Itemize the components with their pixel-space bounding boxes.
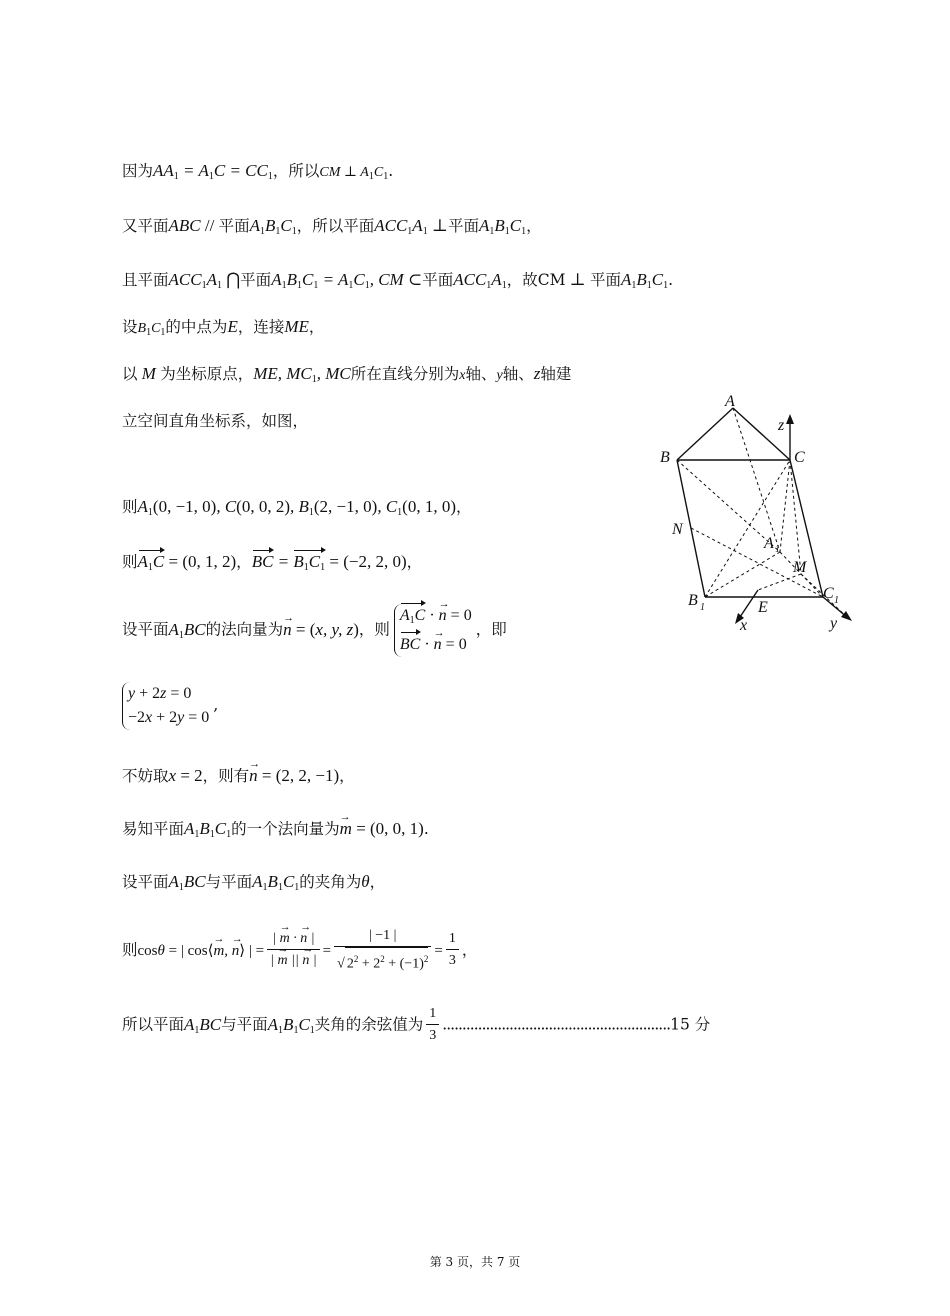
line-7 <box>122 496 472 524</box>
fraction: $\frac{| \to m \cdot \to n |}{| \to m || \to n |}$ <box>267 929 320 972</box>
text: ， <box>308 318 325 336</box>
label-C1-subscript: 1 <box>834 595 839 606</box>
axis-arrows <box>735 414 852 624</box>
text: ，即 <box>475 620 507 639</box>
math: $ACC_1A_1$ ⋂ <box>168 270 241 291</box>
text: 与平面 <box>221 1015 268 1034</box>
fraction: $\frac{1}{3}$ <box>446 929 459 972</box>
math: $A_1B_1C_1$ <box>267 1014 315 1036</box>
math: $A_1B_1C_1$ <box>478 216 527 237</box>
math: ⊥ <box>565 270 590 289</box>
fraction: $\frac{1}{3}$ <box>426 1004 439 1047</box>
line-3 <box>122 269 673 297</box>
line-11 <box>122 765 355 787</box>
text: 则 <box>122 498 138 516</box>
math: x = 2 <box>168 766 203 785</box>
label-B1-subscript: 1 <box>700 602 705 613</box>
math: cosθ = | cos⟨→ m, → n⟩ | = <box>138 943 265 959</box>
line-6 <box>122 410 308 432</box>
label-C: C <box>794 449 805 466</box>
math: E <box>227 317 238 336</box>
score: 15 分 <box>670 1015 711 1034</box>
text: 夹角的余弦值为 <box>314 1015 424 1034</box>
math: ABC // <box>168 216 215 235</box>
math: = <box>322 942 332 959</box>
math: x <box>459 368 466 383</box>
math: ME <box>284 317 309 336</box>
text: ， <box>339 767 355 785</box>
label-E: E <box>758 599 768 616</box>
math: y <box>496 368 503 383</box>
text: . <box>388 162 394 180</box>
text: ，则有 <box>202 767 250 785</box>
text: 立空间直角坐标系，如图， <box>122 412 309 430</box>
math: ME, $MC_1$, MC <box>253 364 351 385</box>
label-B: B <box>660 449 670 466</box>
text: CM <box>537 271 566 289</box>
line-10: y + 2z = 0 −2x + 2y = 0 , <box>122 682 218 730</box>
math: = <box>434 942 443 959</box>
math: → n = (x, y, z) <box>283 620 359 639</box>
page-footer: 第 3 页，共 7 页 <box>429 1255 521 1269</box>
text: 轴建 <box>540 365 572 383</box>
label-A: A <box>725 393 735 410</box>
math: $ACC_1A_1$ <box>453 270 507 291</box>
math: $AA_1 = A_1C = CC_1$ <box>153 161 273 182</box>
math: $A_1BC$ <box>168 619 206 641</box>
text: 设平面 <box>122 873 169 891</box>
math: $A_1(0$, −1, 0), C(0, 0, 2), $B_1(2$, −1, 0), $C_1(0$, 1, 0) <box>137 497 456 518</box>
math: $A_1BC$ <box>184 1014 222 1036</box>
math: M <box>137 364 161 383</box>
text: 以 <box>122 365 138 383</box>
text: 则 <box>122 940 138 959</box>
text: 平面 <box>589 271 621 289</box>
label-N: N <box>672 521 683 538</box>
label-A1-subscript: 1 <box>775 544 780 555</box>
text: ，连接 <box>237 318 285 336</box>
text: 且平面 <box>122 271 169 289</box>
line-8 <box>122 551 422 579</box>
text: ，则 <box>358 620 390 639</box>
text: ， <box>526 217 542 235</box>
text: . <box>668 271 674 289</box>
text: ， <box>369 873 386 891</box>
text: 平面 <box>422 271 454 289</box>
math: $A_1B_1C_1$ <box>249 216 297 237</box>
figure-labels <box>660 393 839 634</box>
text: 平面 <box>240 271 272 289</box>
text: 的法向量为 <box>205 620 284 639</box>
text: ， <box>455 498 472 516</box>
text: 设平面 <box>122 620 169 639</box>
line-4 <box>122 316 324 344</box>
fraction: $\frac{| -1 |}{√ 2^2 + 2^2 + (-1)^2}$ <box>334 926 431 976</box>
label-z: z <box>778 417 785 434</box>
line-14 <box>122 926 477 976</box>
math: $B_1C_1$ <box>137 321 166 338</box>
text: 的夹角为 <box>299 873 362 891</box>
text: 轴、 <box>502 365 534 383</box>
text: ， <box>406 553 423 571</box>
math: $A_1BC$ <box>168 872 206 893</box>
prism-figure <box>660 390 860 635</box>
math: $A_1B_1C_1$ <box>184 819 232 840</box>
math: $ACC_1A_1$ ⊥ <box>374 216 448 237</box>
text: 与平面 <box>205 873 253 891</box>
label-y: y <box>830 615 838 632</box>
line-9 <box>122 604 507 657</box>
text: 设 <box>122 318 138 336</box>
text: ， <box>461 940 478 959</box>
text: 则 <box>122 553 138 571</box>
text: 不妨取 <box>122 767 169 785</box>
text: . <box>423 820 429 838</box>
text: ，故 <box>506 271 538 289</box>
math: $A_1B_1C_1 = A_1C_1$, CM ⊂ <box>271 270 423 291</box>
math: BC = $B_1C_1 = (-2$, 2, 0) <box>252 552 407 571</box>
text: 的一个法向量为 <box>231 820 340 838</box>
system-of-equations: y + 2z = 0 −2x + 2y = 0 <box>122 682 209 730</box>
text: 易知平面 <box>122 820 185 838</box>
text: 平面 <box>447 217 479 235</box>
text: 又平面 <box>122 217 169 235</box>
text: ，所以平面 <box>296 217 375 235</box>
text: 所在直线分别为 <box>350 365 460 383</box>
label-x: x <box>740 617 748 634</box>
text: 的中点为 <box>165 318 228 336</box>
text: ， <box>236 553 252 571</box>
line-1 <box>122 160 393 188</box>
text: 平面 <box>218 217 250 235</box>
leader-dots: .......................................................... <box>442 1015 671 1034</box>
label-A1: A <box>764 535 774 552</box>
math: $A_1B_1C_1$ <box>620 270 669 291</box>
label-B1: B <box>688 592 698 609</box>
text: 因为 <box>122 162 154 180</box>
line-2 <box>122 215 542 243</box>
math: → n = (2, 2, −1) <box>249 766 339 785</box>
text: ，所以 <box>272 162 320 180</box>
math: → m = (0, 0, 1) <box>340 819 424 838</box>
line-5 <box>122 363 571 391</box>
line-12 <box>122 818 429 846</box>
math: $A_1C = (0$, 1, 2) <box>138 552 237 571</box>
system-of-equations: $A_1C$ · → n = 0 BC · → n = 0 <box>394 604 472 657</box>
line-15 <box>122 1004 710 1047</box>
text: 轴、 <box>465 365 497 383</box>
math: CM ⊥ $A_1C_1$ <box>319 165 389 182</box>
text: 为坐标原点， <box>160 365 254 383</box>
text: 所以平面 <box>122 1015 185 1034</box>
math: $A_1B_1C_1$ <box>252 872 300 893</box>
line-13 <box>122 871 385 899</box>
math: z <box>533 364 541 383</box>
math: θ <box>361 872 370 891</box>
label-C1: C <box>823 585 834 602</box>
label-M: M <box>793 559 807 576</box>
